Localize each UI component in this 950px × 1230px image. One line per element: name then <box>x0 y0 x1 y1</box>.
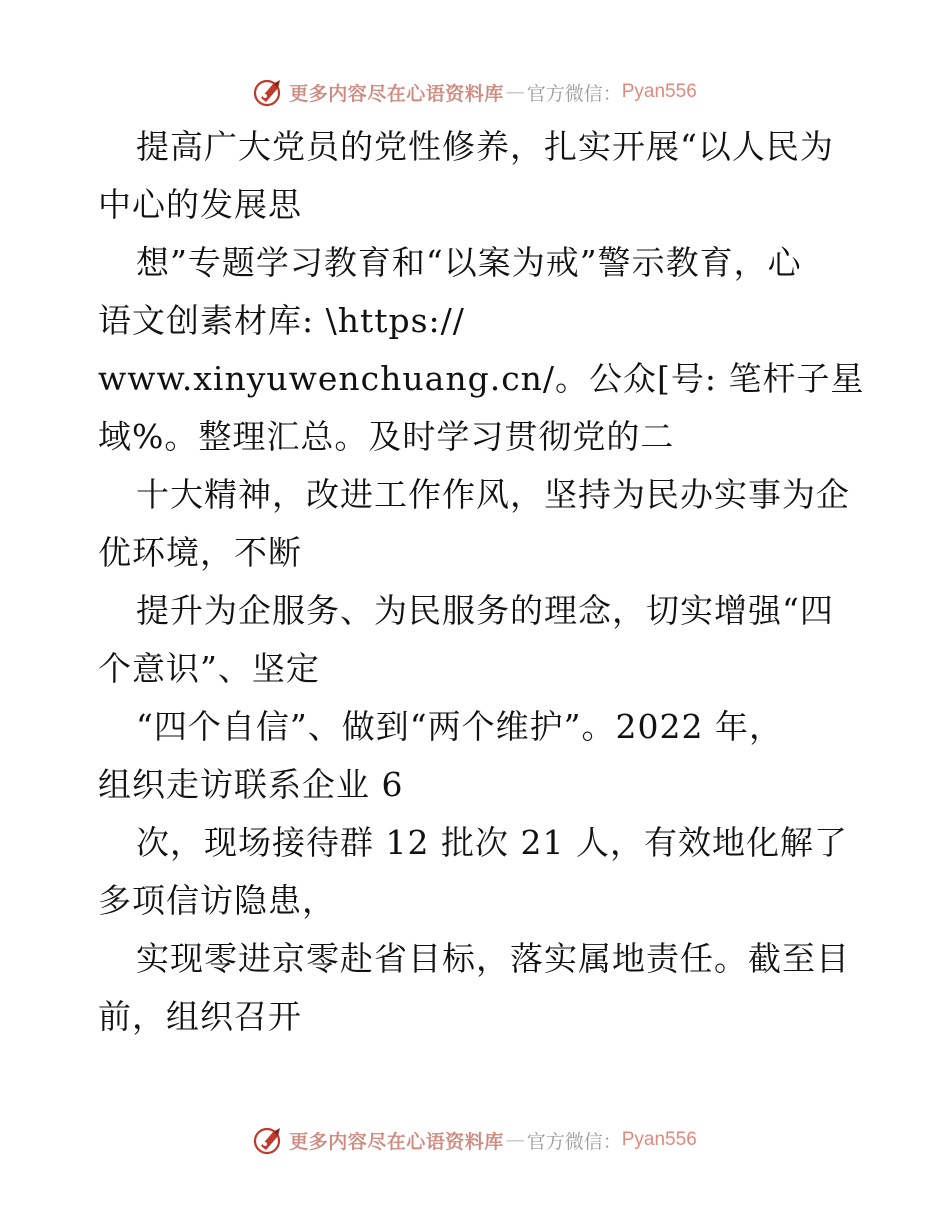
text-line: 域%。整理汇总。及时学习贯彻党的二 <box>98 417 675 456</box>
text-line: 想”专题学习教育和“以案为戒”警示教育，心 <box>136 243 802 282</box>
footer-banner <box>0 1120 950 1160</box>
banner-wechat-id: Pyan556 <box>621 81 697 102</box>
text-line: “四个自信”、做到“两个维护”。2022 年， <box>136 707 783 746</box>
text-line: 个意识”、坚定 <box>98 649 320 688</box>
text-line: 次，现场接待群 12 批次 21 人，有效地化解了 <box>136 823 848 862</box>
banner-dash: — <box>505 1129 525 1151</box>
text-line: 提升为企服务、为民服务的理念，切实增强“四 <box>136 591 834 630</box>
pen-logo-icon <box>253 76 285 108</box>
banner-slogan: 更多内容尽在心语资料库 <box>289 82 504 105</box>
text-line: 实现零进京零赴省目标，落实属地责任。截至目 <box>136 939 850 978</box>
text-line: 提高广大党员的党性修养，扎实开展“以人民为 <box>136 127 834 166</box>
pen-logo-icon <box>253 1124 285 1156</box>
text-line: 前，组织召开 <box>98 997 302 1036</box>
text-line: 中心的发展思 <box>98 185 302 224</box>
text-line: 优环境，不断 <box>98 533 302 572</box>
banner-wechat-id: Pyan556 <box>621 1129 697 1150</box>
text-line: 组织走访联系企业 6 <box>98 765 404 804</box>
text-line: www.xinyuwenchuang.cn/。公众[号: 笔杆子星 <box>98 359 865 398</box>
banner-dash: — <box>505 81 525 103</box>
text-line: 语文创素材库: \https:// <box>98 301 465 340</box>
banner-wechat-label: 官方微信： <box>526 1130 622 1153</box>
banner-wechat-label: 官方微信： <box>526 82 622 105</box>
header-banner <box>0 72 950 112</box>
text-line: 十大精神，改进工作作风，坚持为民办实事为企 <box>136 475 850 514</box>
banner-slogan: 更多内容尽在心语资料库 <box>289 1130 504 1153</box>
text-line: 多项信访隐患， <box>98 881 336 920</box>
document-body <box>98 118 865 1046</box>
